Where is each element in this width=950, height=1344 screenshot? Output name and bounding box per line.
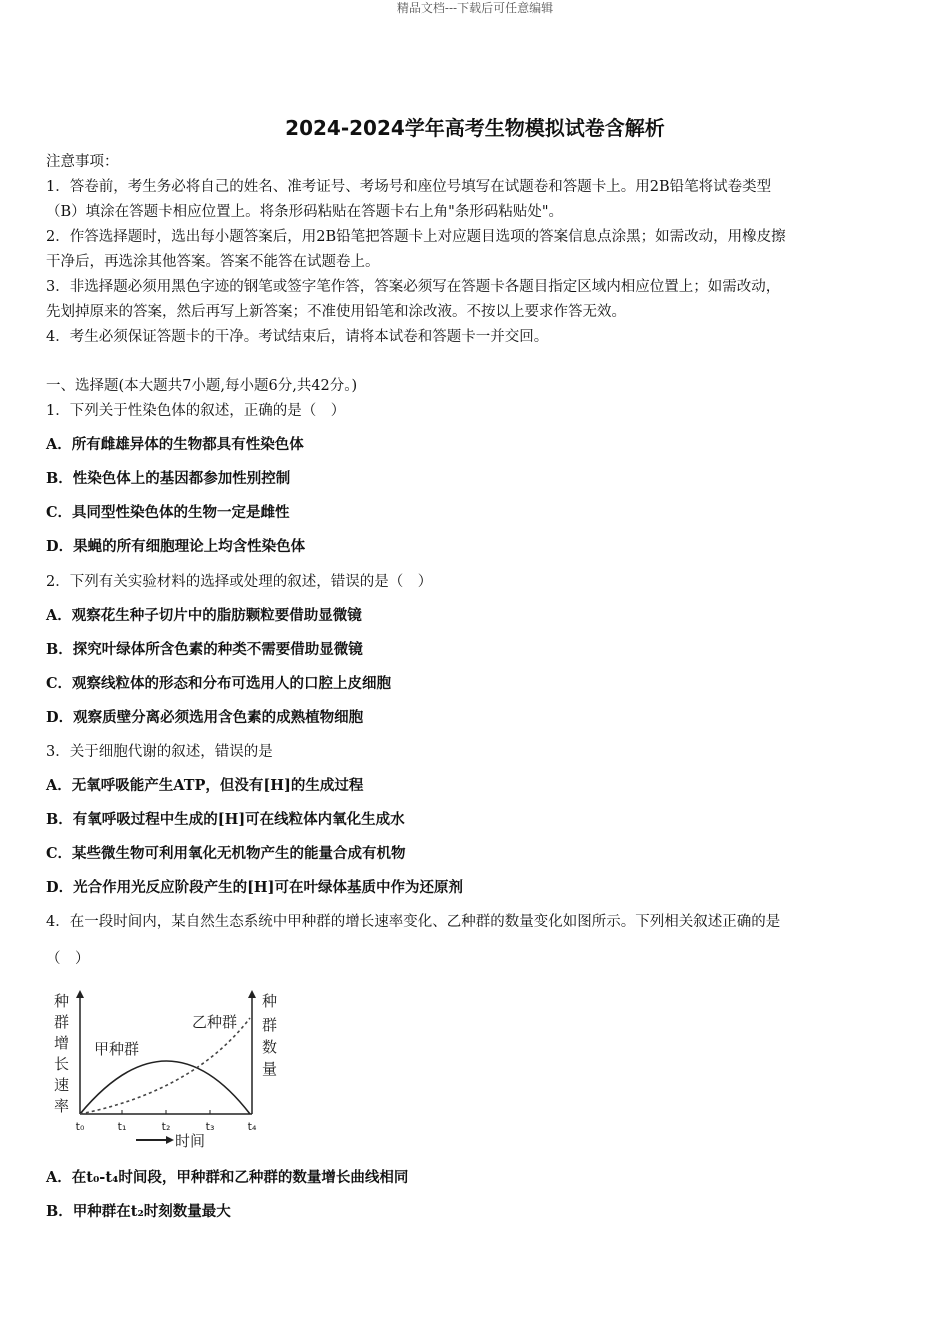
right-axis-char: 数 <box>262 1038 278 1056</box>
question-4-option-b: B．甲种群在t₂时刻数量最大 <box>46 1203 231 1220</box>
left-axis-char: 率 <box>54 1097 70 1115</box>
question-2-option-a: A．观察花生种子切片中的脂肪颗粒要借助显微镜 <box>46 607 362 624</box>
series-b-label: 乙种群 <box>192 1013 238 1031</box>
left-axis-arrow <box>76 990 84 998</box>
tick-label: t₄ <box>247 1120 257 1133</box>
section-heading: 一、选择题(本大题共7小题,每小题6分,共42分。) <box>46 378 358 394</box>
question-1-option-c: C．具同型性染色体的生物一定是雌性 <box>46 504 290 521</box>
tick-label: t₂ <box>161 1120 171 1133</box>
right-axis-arrow <box>248 990 256 998</box>
notice-line: 干净后，再选涂其他答案。答案不能答在试题卷上。 <box>46 254 380 270</box>
question-3-option-c: C．某些微生物可利用氧化无机物产生的能量合成有机物 <box>46 845 406 862</box>
left-axis-char: 增 <box>54 1034 70 1052</box>
question-1-option-d: D．果蝇的所有细胞理论上均含性染色体 <box>46 538 306 555</box>
series-a-label: 甲种群 <box>94 1040 140 1058</box>
notice-line: 3．非选择题必须用黑色字迹的钢笔或签字笔作答，答案必须写在答题卡各题目指定区域内相应位置上；如需改动， <box>46 279 781 295</box>
time-arrow-head <box>166 1136 174 1144</box>
notice-line: 先划掉原来的答案，然后再写上新答案；不准使用铅笔和涂改液。不按以上要求作答无效。 <box>46 304 626 320</box>
right-axis-char: 种 <box>262 992 278 1010</box>
header-watermark: 精品文档---下载后可任意编辑 <box>396 1 554 15</box>
question-4-stem: 4．在一段时间内，某自然生态系统中甲种群的增长速率变化、乙种群的数量变化如图所示。下列相关叙述正确的是 <box>46 914 781 930</box>
question-1-option-b: B．性染色体上的基因都参加性别控制 <box>46 470 291 487</box>
question-2-option-b: B．探究叶绿体所含色素的种类不需要借助显微镜 <box>46 641 363 658</box>
question-4-bracket: （ ） <box>46 951 90 967</box>
tick-label: t₃ <box>205 1120 215 1133</box>
question-2-stem: 2．下列有关实验材料的选择或处理的叙述，错误的是（ ） <box>46 574 433 590</box>
question-3-stem: 3．关于细胞代谢的叙述，错误的是 <box>46 744 273 760</box>
question-3-option-b: B．有氧呼吸过程中生成的[H]可在线粒体内氧化生成水 <box>46 811 405 828</box>
right-axis-char: 群 <box>262 1016 278 1034</box>
document-title: 2024-2024学年高考生物模拟试卷含解析 <box>285 116 665 140</box>
x-axis-label: 时间 <box>175 1132 206 1150</box>
series-a-curve <box>80 1061 250 1114</box>
notice-heading: 注意事项： <box>46 154 119 170</box>
question-1-option-a: A．所有雌雄异体的生物都具有性染色体 <box>46 436 304 453</box>
left-axis-char: 种 <box>54 992 70 1010</box>
left-axis-char: 速 <box>54 1076 70 1094</box>
notice-line: 1．答卷前，考生务必将自己的姓名、准考证号、考场号和座位号填写在试题卷和答题卡上。用2B铅笔将试卷类型 <box>46 179 772 195</box>
right-axis-char: 量 <box>262 1060 278 1078</box>
notice-line: （B）填涂在答题卡相应位置上。将条形码粘贴在答题卡右上角"条形码粘贴处"。 <box>46 204 563 220</box>
tick-label: t₀ <box>75 1120 85 1133</box>
series-b-curve <box>80 1018 250 1114</box>
left-axis-char: 群 <box>54 1013 70 1031</box>
question-3-option-a: A．无氧呼吸能产生ATP，但没有[H]的生成过程 <box>46 777 364 794</box>
question-2-option-c: C．观察线粒体的形态和分布可选用人的口腔上皮细胞 <box>46 675 392 692</box>
question-2-option-d: D．观察质壁分离必须选用含色素的成熟植物细胞 <box>46 709 364 726</box>
left-axis-char: 长 <box>54 1055 70 1073</box>
notice-line: 2．作答选择题时，选出每小题答案后，用2B铅笔把答题卡上对应题目选项的答案信息点涂黑；如需改动，用橡皮擦 <box>46 229 786 245</box>
notice-line: 4．考生必须保证答题卡的干净。考试结束后，请将本试卷和答题卡一并交回。 <box>46 329 549 345</box>
tick-label: t₁ <box>117 1120 127 1133</box>
question-1-stem: 1．下列关于性染色体的叙述，正确的是（ ） <box>46 403 346 419</box>
population-figure <box>50 990 290 1150</box>
question-3-option-d: D．光合作用光反应阶段产生的[H]可在叶绿体基质中作为还原剂 <box>46 879 463 896</box>
question-4-option-a: A．在t₀-t₄时间段，甲种群和乙种群的数量增长曲线相同 <box>46 1169 409 1186</box>
